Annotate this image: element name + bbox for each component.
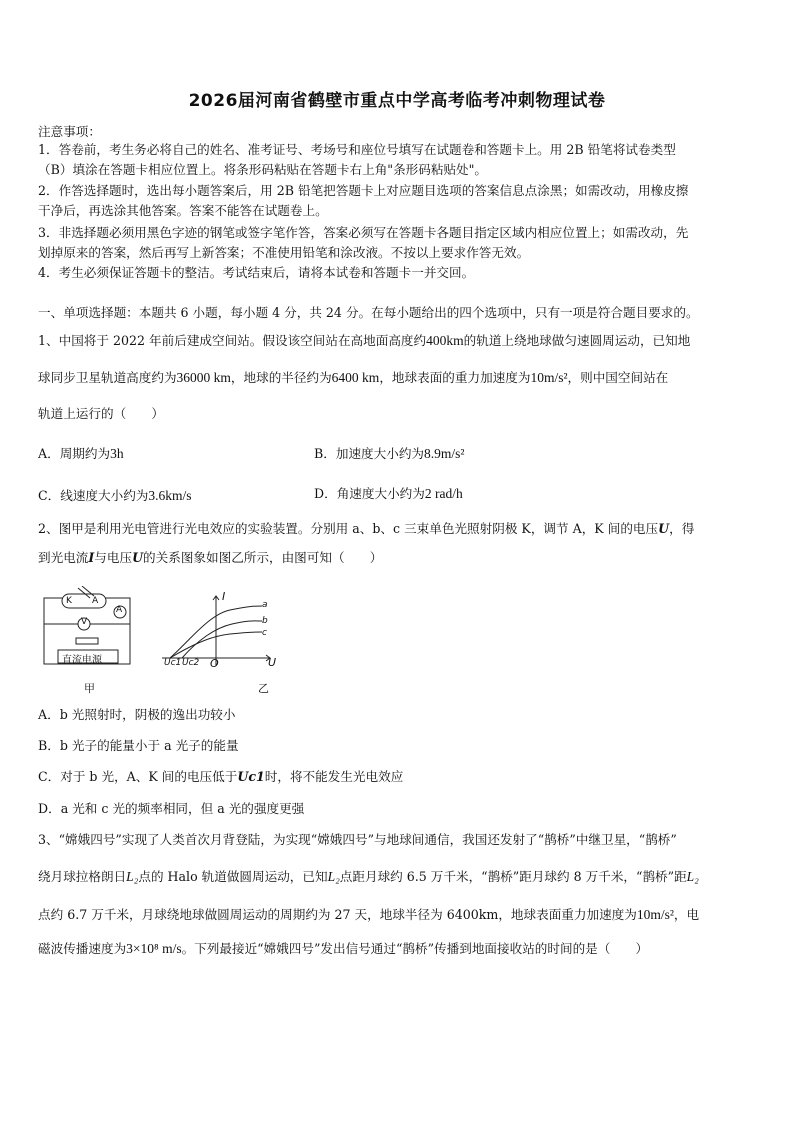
q3-text: 磁波传播速度为 [38, 941, 127, 956]
q1-text: 1、中国将于 2022 年前后建成空间站。假设该空间站在高地面高度约 [38, 333, 427, 348]
q3-text: 点约 6.7 万千米，月球绕地球做圆周运动的周期约为 27 天，地球半径为 6400km，地球表面重力加速度为 [38, 907, 637, 922]
note-2b: 干净后，再选涂其他答案。答案不能答在试题卷上。 [38, 203, 328, 218]
q1-text: ，地球的半径约为 [230, 370, 332, 385]
q3-gravity: 10m/s² [636, 907, 674, 922]
note-2a: 2．作答选择题时，选出每小题答案后，用 2B 铅笔把答题卡上对应题目选项的答案信息点涂黑；如需改动，用橡皮擦 [38, 183, 689, 198]
q1-line-3: 轨道上运行的（ ） [38, 406, 164, 421]
q2-option-b[interactable]: B．b 光子的能量小于 a 光子的能量 [38, 738, 239, 753]
rheostat [76, 638, 98, 644]
q2-text: 与电压 [94, 550, 133, 565]
q1-text: 的轨道上绕地球做匀速圆周运动，已知地 [463, 333, 691, 348]
q1-text: ，则中国空间站在 [567, 370, 669, 385]
curve-c-label: c [262, 628, 267, 638]
q2-option-c[interactable] [38, 769, 762, 785]
q1-line-2 [38, 370, 762, 386]
note-3a: 3．非选择题必须用黑色字迹的钢笔或签字笔作答，答案必须写在答题卡各题目指定区域内相应位置上；如需改动，先 [38, 225, 689, 240]
page-title: 2026届河南省鹤壁市重点中学高考临考冲刺物理试卷 [188, 91, 606, 111]
x-axis-label: U [268, 656, 277, 669]
origin-label: O [210, 657, 219, 670]
ammeter-label: A [116, 605, 123, 615]
curve-b-label: b [262, 616, 268, 626]
notes-heading: 注意事项： [38, 124, 101, 139]
q1-sync-height: 36000 km [176, 370, 231, 385]
q3-line-4 [38, 941, 762, 957]
l2-point-symbol: L₂ [327, 869, 340, 884]
q2-line-2 [38, 550, 762, 566]
option-value: 3.6km/s [148, 488, 192, 503]
curve-b [182, 621, 262, 658]
anode-label: A [92, 596, 99, 606]
q2-option-a[interactable]: A．b 光照射时，阴极的逸出功较小 [38, 707, 236, 722]
option-label: D．角速度大小约为 [314, 486, 425, 501]
note-3b: 划掉原来的答案，然后再写上新答案；不准使用铅笔和涂改液。不按以上要求作答无效。 [38, 245, 530, 260]
q1-option-a[interactable] [38, 443, 124, 462]
y-axis-label: I [222, 590, 226, 603]
q1-gravity: 10m/s² [530, 370, 568, 385]
q3-line-3 [38, 907, 762, 923]
q1-line-1 [38, 333, 762, 349]
curve-a-label: a [262, 600, 268, 610]
q3-line-2 [38, 869, 762, 885]
option-text: C．对于 b 光，A、K 间的电压低于 [38, 769, 238, 784]
l2-point-symbol: L₂ [126, 869, 139, 884]
q1-option-c[interactable] [38, 485, 192, 504]
figure-yi-caption: 乙 [258, 682, 269, 695]
q3-line-1: 3、“嫦娥四号”实现了人类首次月背登陆，为实现“嫦娥四号”与地球间通信，我国还发射了“鹊桥”中继卫星，“鹊桥” [38, 832, 677, 847]
q1-text: 球同步卫星轨道高度约为 [38, 370, 177, 385]
q2-text: ，得 [669, 521, 695, 536]
q1-option-b[interactable] [314, 443, 464, 462]
q3-text: 点的 Halo 轨道做圆周运动，已知 [138, 869, 328, 884]
option-value: 3h [110, 446, 124, 461]
option-label: B．加速度大小约为 [314, 446, 425, 461]
q3-text: ，电 [673, 907, 700, 922]
section-1-heading: 一、单项选择题：本题共 6 小题，每小题 4 分，共 24 分。在每小题给出的四个选项中，只有一项是符合题目要求的。 [38, 305, 699, 320]
q1-option-d[interactable] [314, 483, 463, 502]
q2-voltage-symbol: U [658, 521, 670, 536]
voltmeter-label: V [81, 617, 88, 627]
q2-option-d[interactable]: D．a 光和 c 光的频率相同，但 a 光的强度更强 [38, 801, 305, 816]
figure-jia-caption: 甲 [84, 682, 95, 695]
cathode-label: K [66, 596, 72, 606]
uc1-label: Uc1 [164, 658, 182, 668]
note-1a: 1．答卷前，考生务必将自己的姓名、准考证号、考场号和座位号填写在试题卷和答题卡上。用 2B 铅笔将试卷类型 [38, 142, 676, 157]
q1-text: ，地球表面的重力加速度为 [379, 370, 531, 385]
q3-text: 绕月球拉格朗日 [38, 869, 127, 884]
q2-line-1 [38, 521, 762, 537]
note-1b: （B）填涂在答题卡相应位置上。将条形码粘贴在答题卡右上角"条形码粘贴处"。 [38, 162, 488, 177]
uc1-symbol: Uc1 [237, 769, 265, 784]
q2-current-symbol: I [88, 550, 95, 565]
power-supply-label: 直流电源 [62, 655, 102, 666]
q1-height: 400km [426, 333, 464, 348]
l2-point-symbol: L₂ [686, 869, 699, 884]
q3-text: 点距月球约 6.5 万千米，“鹊桥”距月球约 8 万千米，“鹊桥”距 [339, 869, 687, 884]
uc2-label: Uc2 [182, 658, 200, 668]
note-4: 4．考生必须保证答题卡的整洁。考试结束后，请将本试卷和答题卡一并交回。 [38, 265, 475, 280]
q3-wave-speed: 3×10⁸ m/s [126, 941, 182, 956]
q2-voltage-symbol: U [132, 550, 144, 565]
q3-text: 。下列最接近“嫦娥四号”发出信号通过“鹊桥”传播到地面接收站的时间的是（ ） [181, 941, 649, 956]
option-value: 8.9m/s² [424, 446, 465, 461]
q2-text: 的关系图象如图乙所示，由图可知（ ） [143, 550, 383, 565]
q2-text: 到光电流 [38, 550, 89, 565]
q2-text: 2、图甲是利用光电管进行光电效应的实验装置。分别用 a、b、c 三束单色光照射阴极 K，调节 A，K 间的电压 [38, 521, 659, 536]
option-value: 2 rad/h [424, 486, 463, 501]
option-text: 时，将不能发生光电效应 [264, 769, 404, 784]
option-label: C．线速度大小约为 [38, 488, 149, 503]
q1-earth-radius: 6400 km [331, 370, 380, 385]
option-label: A．周期约为 [38, 446, 111, 461]
